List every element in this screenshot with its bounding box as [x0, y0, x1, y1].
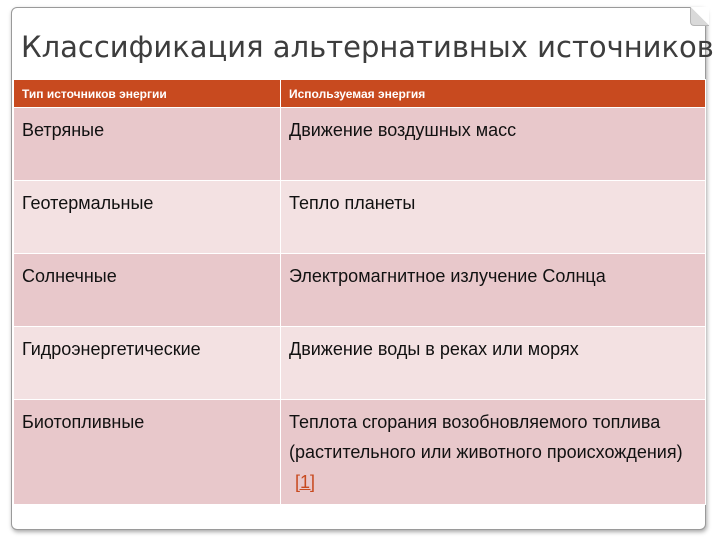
- cell-energy-used: Электромагнитное излучение Солнца: [281, 254, 706, 327]
- table-row: [14, 254, 706, 327]
- table-row: [14, 108, 706, 181]
- cell-source-type: Солнечные: [14, 254, 281, 327]
- cell-energy-used: Тепло планеты: [281, 181, 706, 254]
- table-row: [14, 400, 706, 505]
- cell-source-type: Геотермальные: [14, 181, 281, 254]
- table-row: [14, 181, 706, 254]
- page-corner-fold: [690, 7, 709, 26]
- energy-sources-table: [13, 79, 706, 505]
- cell-energy-used: Движение воды в реках или морях: [281, 327, 706, 400]
- header-energy-used: Используемая энергия: [281, 80, 706, 108]
- header-source-type: Тип источников энергии: [14, 80, 281, 108]
- slide-title: Классификация альтернативных источников: [21, 30, 714, 64]
- cell-energy-used: [281, 400, 706, 505]
- cell-source-type: Гидроэнергетические: [14, 327, 281, 400]
- cell-source-type: Ветряные: [14, 108, 281, 181]
- cell-energy-used: Движение воздушных масс: [281, 108, 706, 181]
- table-row: [14, 327, 706, 400]
- cell-source-type: Биотопливные: [14, 400, 281, 505]
- cell-energy-text: Теплота сгорания возобновляемого топлива (растительного или животного происхождения): [289, 412, 683, 462]
- reference-link[interactable]: [1]: [295, 472, 316, 492]
- table-header-row: [14, 80, 706, 108]
